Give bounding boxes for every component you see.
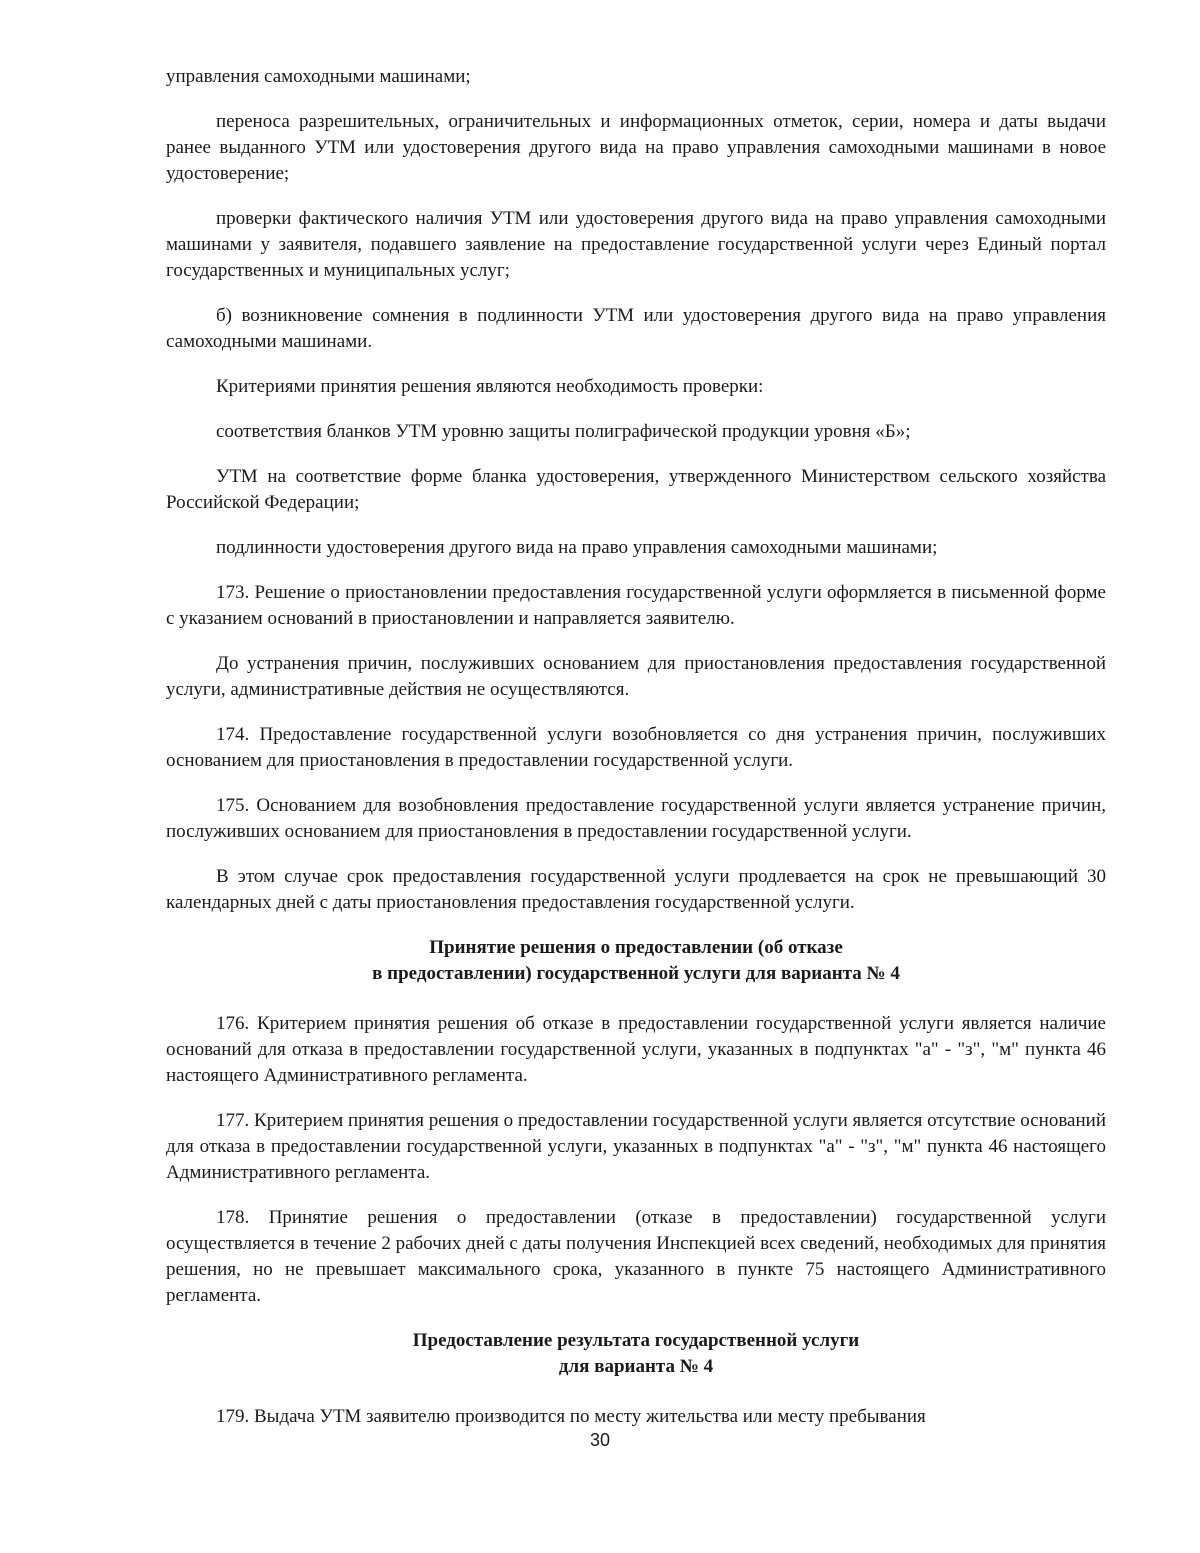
paragraph-174: 174. Предоставление государственной услуги возобновляется со дня устранения причин, послуживших основанием для приостановления в предоставлении государственной услуги. — [166, 724, 1106, 771]
paragraph: Критериями принятия решения являются необходимость проверки: — [216, 376, 764, 397]
paragraph: В этом случае срок предоставления государственной услуги продлевается на срок не превышающий 30 календарных дней с даты приостановления предоставления государственной услуги. — [166, 866, 1106, 913]
paragraph-175: 175. Основанием для возобновления предоставление государственной услуги является устранение причин, послуживших основанием для приостановления в предоставлении государственной услуги. — [166, 795, 1106, 842]
paragraph: переноса разрешительных, ограничительных и информационных отметок, серии, номера и даты выдачи ранее выданного УТМ или удостоверения другого вида на право управления самоходными машинами в новое удостоверение; — [166, 111, 1106, 184]
section-heading-result — [166, 1328, 1106, 1380]
paragraph: До устранения причин, послуживших основанием для приостановления предоставления государственной услуги, административные действия не осуществляются. — [166, 653, 1106, 700]
paragraph: подлинности удостоверения другого вида на право управления самоходными машинами; — [216, 537, 938, 558]
paragraph-continuation: управления самоходными машинами; — [166, 66, 471, 87]
section-heading-decision — [166, 935, 1106, 987]
paragraph-176: 176. Критерием принятия решения об отказе в предоставлении государственной услуги является наличие оснований для отказа в предоставлении государственной услуги, указанных в подпунктах "а" - "з", "м" пункта 46 настоящего Административного регламента. — [166, 1013, 1106, 1086]
paragraph-178: 178. Принятие решения о предоставлении (отказе в предоставлении) государственной услуги осуществляется в течение 2 рабочих дней с даты получения Инспекцией всех сведений, необходимых для принятия решения, но не превышает максимального срока, указанного в пункте 75 настоящего Административного регламента. — [166, 1207, 1106, 1306]
paragraph: УТМ на соответствие форме бланка удостоверения, утвержденного Министерством сельского хозяйства Российской Федерации; — [166, 466, 1106, 513]
document-body — [166, 64, 1106, 1449]
page-number: 30 — [589, 1430, 611, 1450]
paragraph: б) возникновение сомнения в подлинности УТМ или удостоверения другого вида на право управления самоходными машинами. — [166, 305, 1106, 352]
paragraph-173: 173. Решение о приостановлении предоставления государственной услуги оформляется в письменной форме с указанием оснований в приостановлении и направляется заявителю. — [166, 582, 1106, 629]
paragraph-179: 179. Выдача УТМ заявителю производится по месту жительства или месту пребывания — [216, 1406, 926, 1427]
heading-line: для варианта № 4 — [558, 1356, 714, 1377]
paragraph: соответствия бланков УТМ уровню защиты полиграфической продукции уровня «Б»; — [216, 421, 911, 442]
heading-line: Предоставление результата государственной услуги — [412, 1330, 860, 1351]
paragraph: проверки фактического наличия УТМ или удостоверения другого вида на право управления самоходными машинами у заявителя, подавшего заявление на предоставление государственной услуги через Единый портал государственных и муниципальных услуг; — [166, 208, 1106, 281]
heading-line: в предоставлении) государственной услуги для варианта № 4 — [372, 963, 900, 984]
heading-line: Принятие решения о предоставлении (об отказе — [429, 937, 843, 958]
paragraph-177: 177. Критерием принятия решения о предоставлении государственной услуги является отсутствие оснований для отказа в предоставлении государственной услуги, указанных в подпунктах "а" - "з", "м" пункта 46 настоящего Административного регламента. — [166, 1110, 1106, 1183]
